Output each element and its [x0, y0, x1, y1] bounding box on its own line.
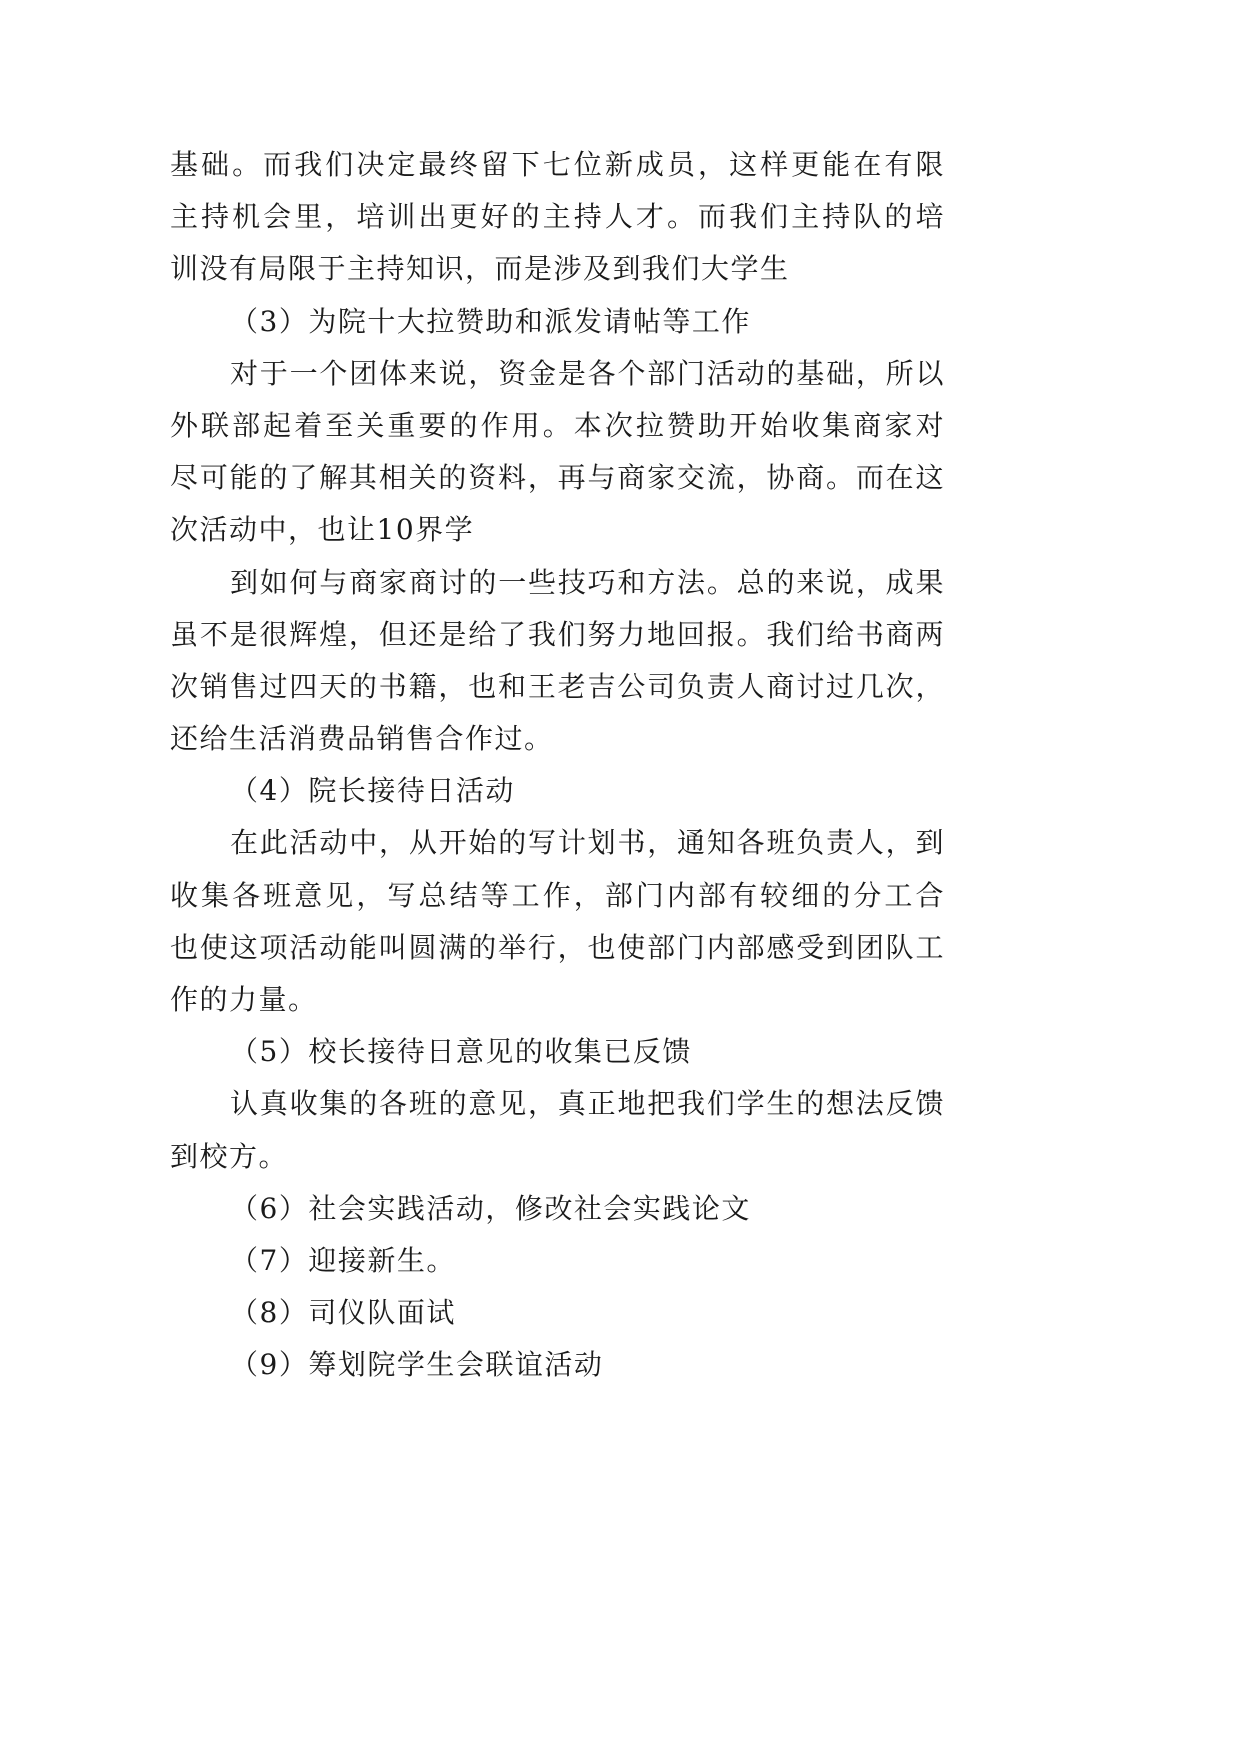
list-item-heading-text: （8）司仪队面试	[230, 1296, 456, 1330]
paragraph	[170, 139, 945, 296]
paragraph-line: 虽不是很辉煌，但还是给了我们努力地回报。我们给书商两	[170, 617, 945, 651]
paragraph-line: 基础。而我们决定最终留下七位新成员，这样更能在有限	[170, 148, 945, 181]
paragraph-line: 次销售过四天的书籍，也和王老吉公司负责人商讨过几次，	[170, 669, 945, 703]
paragraph-line: 在此活动中，从开始的写计划书，通知各班负责人，到	[230, 826, 945, 860]
list-item-heading	[170, 1287, 945, 1339]
list-item-heading-text: （7）迎接新生。	[230, 1243, 456, 1277]
paragraph-line: 作的力量。	[170, 983, 318, 1016]
paragraph-line: 外联部起着至关重要的作用。本次拉赞助开始收集商家对	[170, 408, 945, 442]
list-item-heading-text: （9）筹划院学生会联谊活动	[230, 1348, 604, 1382]
list-item-heading	[170, 296, 945, 348]
list-item-heading-text: （5）校长接待日意见的收集已反馈	[230, 1035, 692, 1069]
paragraph	[170, 1078, 945, 1182]
paragraph-line: 到校方。	[170, 1139, 289, 1173]
list-item-heading	[170, 1026, 945, 1078]
paragraph-line: 尽可能的了解其相关的资料，再与商家交流，协商。而在这	[170, 461, 945, 495]
list-item-heading	[170, 1235, 945, 1287]
paragraph-line: 对于一个团体来说，资金是各个部门活动的基础，所以	[230, 356, 945, 390]
paragraph	[170, 817, 945, 1026]
paragraph-line: 到如何与商家商讨的一些技巧和方法。总的来说，成果	[230, 565, 945, 599]
list-item-heading	[170, 1339, 945, 1391]
paragraph-line: 主持机会里，培训出更好的主持人才。而我们主持队的培	[170, 200, 945, 234]
list-item-heading	[170, 1183, 945, 1235]
list-item-heading	[170, 765, 945, 817]
document-body	[170, 139, 945, 1392]
list-item-heading-text: （6）社会实践活动，修改社会实践论文	[230, 1191, 751, 1225]
paragraph-line: 收集各班意见，写总结等工作，部门内部有较细的分工合	[170, 878, 945, 912]
paragraph	[170, 557, 945, 766]
paragraph	[170, 348, 945, 557]
paragraph-line: 训没有局限于主持知识，而是涉及到我们大学生	[170, 252, 790, 286]
paragraph-line: 还给生活消费品销售合作过。	[170, 722, 554, 756]
paragraph-line: 也使这项活动能叫圆满的举行，也使部门内部感受到团队工	[170, 930, 945, 964]
list-item-heading-text: （4）院长接待日活动	[230, 774, 515, 808]
paragraph-line: 认真收集的各班的意见，真正地把我们学生的想法反馈	[230, 1087, 945, 1121]
list-item-heading-text: （3）为院十大拉赞助和派发请帖等工作	[230, 304, 751, 338]
paragraph-line: 次活动中，也让10界学	[170, 513, 475, 547]
